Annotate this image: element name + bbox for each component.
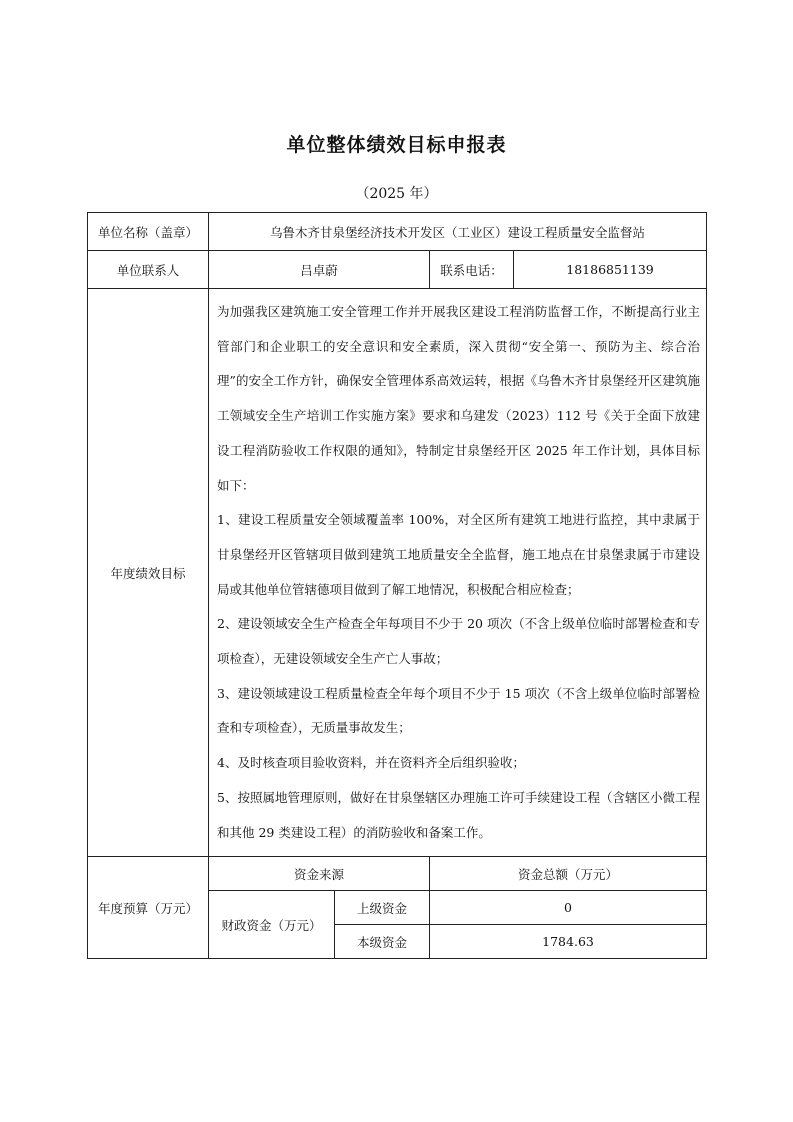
goals-row xyxy=(88,289,707,857)
unit-name-label: 单位名称（盖章） xyxy=(88,213,209,251)
upper-fund-value: 0 xyxy=(430,891,707,925)
budget-header-row xyxy=(88,857,707,891)
phone-label: 联系电话： xyxy=(430,251,514,289)
fund-source-header: 资金来源 xyxy=(209,857,430,891)
goals-paragraph: 3、建设领域建设工程质量检查全年每个项目不少于 15 项次（不含上级单位临时部署检查和专项检查），无质量事故发生； xyxy=(217,685,701,736)
fund-total-header: 资金总额（万元） xyxy=(430,857,707,891)
fiscal-fund-label: 财政资金（万元） xyxy=(209,891,335,959)
goals-paragraph: 5、按照属地管理原则，做好在甘泉堡辖区办理施工许可手续建设工程（含辖区小微工程和其他 29 类建设工程）的消防验收和备案工作。 xyxy=(217,789,701,840)
contact-label: 单位联系人 xyxy=(88,251,209,289)
goals-paragraph: 2、建设领域安全生产检查全年每项目不少于 20 项次（不含上级单位临时部署检查和专项检查），无建设领域安全生产亡人事故； xyxy=(217,616,701,667)
local-fund-label: 本级资金 xyxy=(335,925,430,959)
contact-value: 吕卓蔚 xyxy=(209,251,430,289)
page-title: 单位整体绩效目标申报表 xyxy=(286,134,507,156)
goals-paragraph: 4、及时核查项目验收资料，并在资料齐全后组织验收； xyxy=(217,755,525,771)
unit-name-row xyxy=(88,213,707,251)
budget-label: 年度预算（万元） xyxy=(88,857,209,959)
unit-name-value: 乌鲁木齐甘泉堡经济技术开发区（工业区）建设工程质量安全监督站 xyxy=(209,213,707,251)
performance-form-table xyxy=(87,212,707,959)
year-label: （2025 年） xyxy=(355,186,438,202)
goals-content xyxy=(209,289,707,857)
goals-paragraph: 为加强我区建筑施工安全管理工作并开展我区建设工程消防监督工作，不断提高行业主管部门和企业职工的安全意识和安全素质，深入贯彻“安全第一、预防为主、综合治理”的安全工作方针，确保安全管理体系高效运转，根据《乌鲁木齐甘泉堡经开区建筑施工领域安全生产培训工作实施方案》要求和乌建发（2023）112 号《关于全面下放建设工程消防验收工作权限的通知》，特制定甘泉堡经开区 2025 年工作计划，具体目标如下： xyxy=(217,304,701,493)
phone-value: 18186851139 xyxy=(514,251,707,289)
contact-row xyxy=(88,251,707,289)
local-fund-value: 1784.63 xyxy=(430,925,707,959)
upper-fund-label: 上级资金 xyxy=(335,891,430,925)
goals-paragraph: 1、建设工程质量安全领域覆盖率 100%，对全区所有建筑工地进行监控，其中隶属于甘泉堡经开区管辖项目做到建筑工地质量安全全监督，施工地点在甘泉堡隶属于市建设局或其他单位管辖德项目做到了解工地情况，积极配合相应检查； xyxy=(217,512,701,597)
goals-label: 年度绩效目标 xyxy=(88,289,209,857)
